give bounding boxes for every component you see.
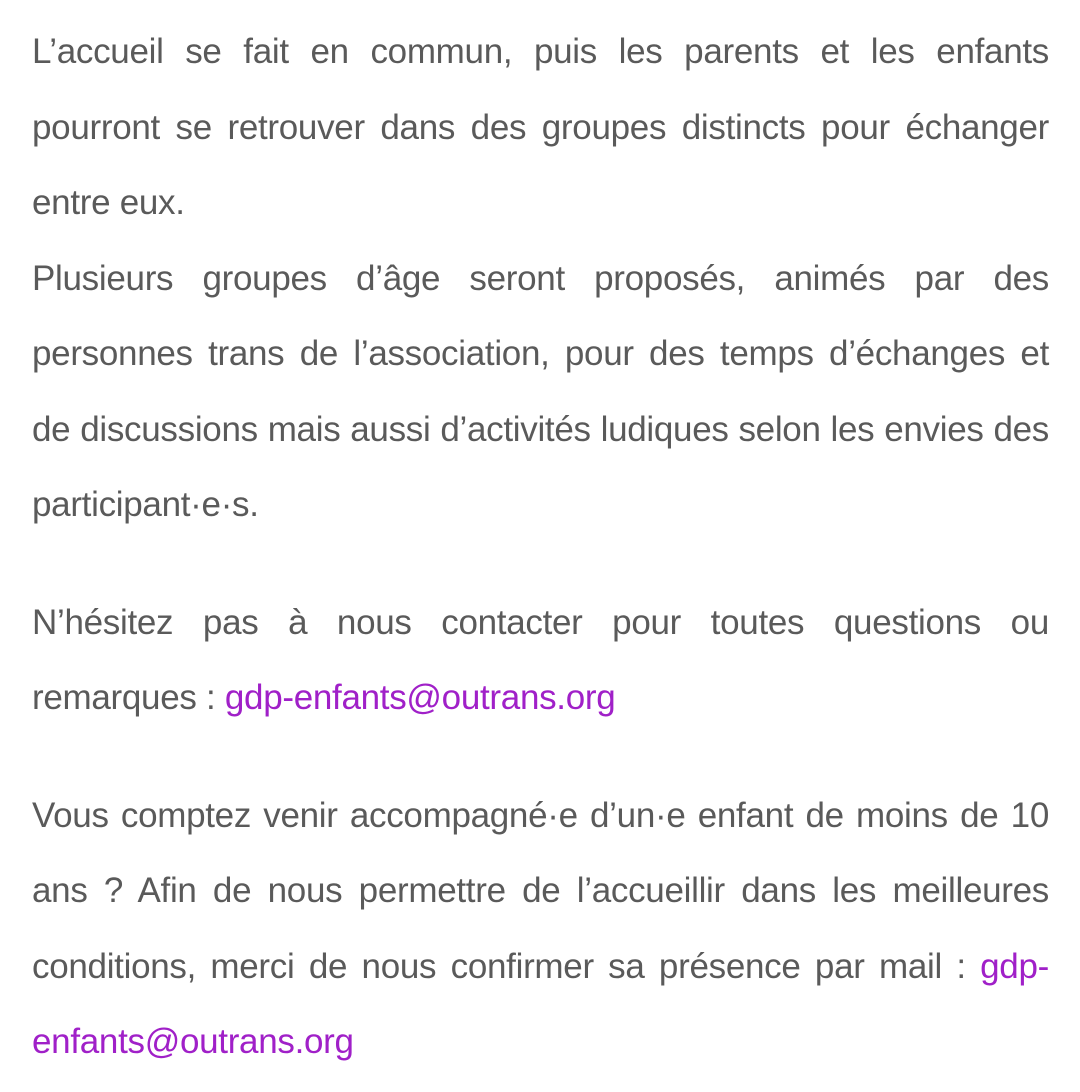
registration-text: Vous comptez venir accompagné·e d’un·e enfant de moins de 10 ans ? Afin de nous permettre de l’accueillir dans les meilleures conditions, merci de nous confirmer sa présence par mail : [32,795,1049,986]
paragraph-contact [32,585,1049,736]
spacer [32,736,1049,778]
paragraph-welcome: L’accueil se fait en commun, puis les parents et les enfants pourront se retrouver dans des groupes distincts pour échanger entre eux. [32,32,1049,222]
paragraph-registration [32,778,1049,1080]
contact-text: N’hésitez pas à nous contacter pour toutes questions ou remarques : [32,602,1049,717]
paragraph-age-groups: Plusieurs groupes d’âge seront proposés, animés par des personnes trans de l’association, pour des temps d’échanges et de discussions mais aussi d’activités ludiques selon les envies des participant·e·s. [32,258,1049,524]
contact-email-link[interactable]: gdp-enfants@outrans.org [224,678,616,717]
spacer [32,543,1049,585]
registration-email-link[interactable]: gdp-enfants@outrans.org [32,946,1049,1061]
article-body [32,14,1049,1080]
